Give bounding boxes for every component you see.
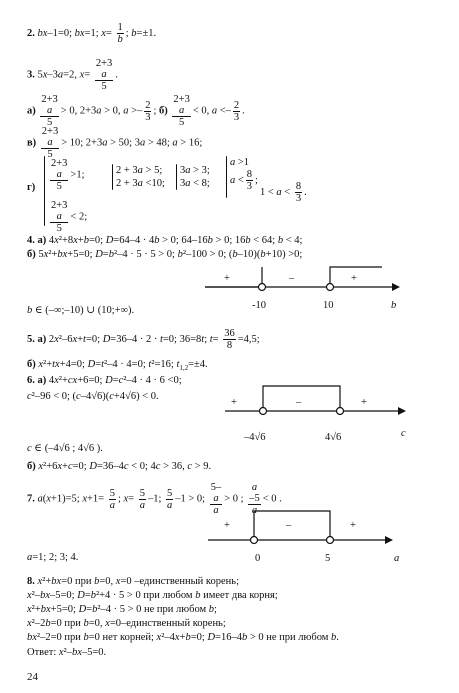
sign-minus-3: – <box>286 520 292 531</box>
tick-label-neg10: -10 <box>252 300 266 311</box>
problem-3v: в) 2+3 a 5 > 10; 2+3a > 50; 3a > 48; a > 16; <box>27 126 203 160</box>
problem-3-head: 3. 5x–3a=2, x= 2+3 a 5 . <box>27 58 118 92</box>
problem-2: 2. bx–1=0; bx=1; x= $\frac{1}{b}$ ; b=±1. <box>27 22 157 45</box>
sys3: 3a > 3; 3a < 8; <box>180 165 210 189</box>
axis-var-b: b <box>391 300 397 311</box>
sign-plus-5: + <box>224 520 230 531</box>
label-3g: г) <box>27 182 36 193</box>
answer-4b: b ∈ (–∞;–10) ∪ (10;+∞). <box>27 305 135 316</box>
problem-5b: б) x²+tx+4=0; D=t²–4 · 4=0; t²=16; $t_{1,2}=\pm 4$. <box>27 359 208 373</box>
problem-4b: б) 5x²+bx+5=0; D=b²–4 · 5 · 5 > 0; b²–100 > 0; (b–10)(b+10) >0; <box>27 249 303 260</box>
sign-plus-1: + <box>224 273 230 284</box>
axis-var-c: c <box>401 428 406 439</box>
sys1-line2: 2+3 a 5 < 2; <box>51 200 88 234</box>
problem-4a: 4. а) 4x²+8x+b=0; D=64–4 · 4b > 0; 64–16b > 0; 16b < 64; b < 4; <box>27 235 303 246</box>
sign-plus-4: + <box>361 397 367 408</box>
sys1-line1: 2+3 a 5 >1; <box>51 158 85 192</box>
sign-plus-3: + <box>231 397 237 408</box>
answer-6a: c ∈ (–4√6 ; 4√6 ). <box>27 443 103 454</box>
problem-8-answer: Ответ: x²–bx–5=0. <box>27 647 107 658</box>
sign-minus-1: – <box>289 273 295 284</box>
axis-var-a: a <box>394 553 400 564</box>
tick-label-neg4sqrt6: –4√6 <box>244 432 266 443</box>
page-number: 24 <box>27 671 38 683</box>
problem-6a: 6. а) 4x²+cx+6=0; D=c²–4 · 4 · 6 <0; <box>27 375 182 386</box>
problem-6a-2: c²–96 < 0; (c–4√6)(c+4√6) < 0. <box>27 391 159 402</box>
sign-plus-6: + <box>350 520 356 531</box>
problem-8-line3: x²+bx+5=0; D=b²–4 · 5 > 0 не при любом b; <box>27 604 217 615</box>
problem-8-line1: 8. x²+bx=0 при b=0, x=0 –единственный корень; <box>27 576 239 587</box>
sign-plus-2: + <box>351 273 357 284</box>
sign-minus-2: – <box>296 397 302 408</box>
tick-label-4sqrt6: 4√6 <box>325 432 342 443</box>
problem-8-line2: x²–bx–5=0; D=b²+4 · 5 > 0 при любом b имеет два корня; <box>27 590 278 601</box>
sys2: 2 + 3a > 5; 2 + 3a <10; <box>116 165 165 189</box>
sys4: a >1 a < $\frac{8}{3}$ ; <box>230 157 258 192</box>
problem-7: 7. a(x+1)=5; x+1= $\frac{5}{a}$ ; x= $\frac{5}{a}$ –1; $\frac{5}{a}$ –1 > 0; 5– a a > 0 ; a –5 a < 0 . <box>27 482 282 516</box>
problem-6b: б) x²+6x+c=0; D=36–4c < 0; 4c > 36, c > 9. <box>27 461 212 472</box>
tick-label-0: 0 <box>255 553 261 564</box>
tick-label-5: 5 <box>325 553 331 564</box>
problem-5a: 5. а) 2x²–6x+t=0; D=36–4 · 2 · t=0; 36=8t; t= $\frac{36}{8}$ =4,5; <box>27 328 260 351</box>
tick-label-10: 10 <box>323 300 334 311</box>
problem-8-line5: bx²–2=0 при b=0 нет корней; x²–4x+b=0; D=16–4b > 0 не при любом b. <box>27 632 339 643</box>
problem-3a: а) 2+3 a 5 > 0, 2+3a > 0, a >– $\frac{2}{3}$ ; б) 2+3 a 5 < 0, a <– $\frac{2}{3}$ . <box>27 94 245 128</box>
problem-8-line4: x²–2b=0 при b=0, x=0–единственный корень; <box>27 618 226 629</box>
answer-7: a=1; 2; 3; 4. <box>27 552 79 563</box>
answer-3g: 1 < a < $\frac{8}{3}$ . <box>260 181 307 204</box>
